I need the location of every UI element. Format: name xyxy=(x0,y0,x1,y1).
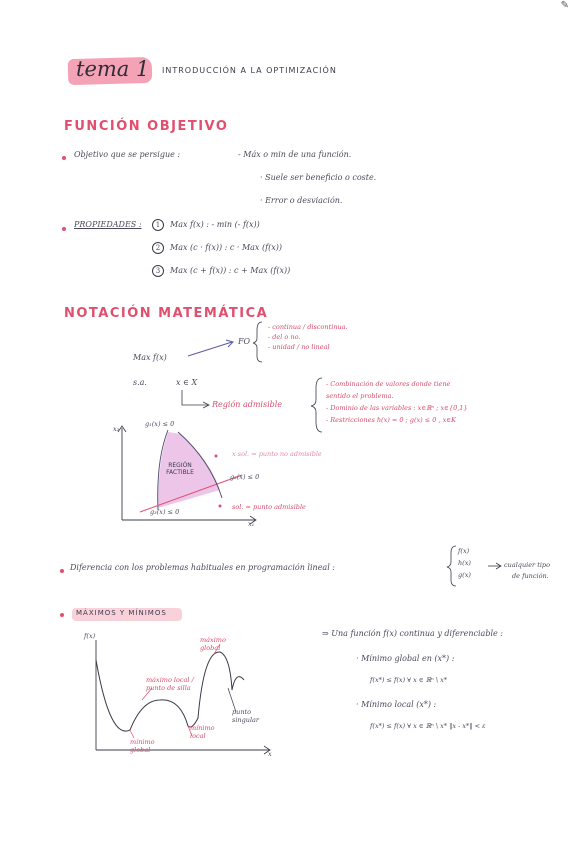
section-notacion: NOTACIÓN MATEMÁTICA xyxy=(64,306,269,321)
page-title: tema 1 xyxy=(76,57,150,81)
region-factible-label: REGIÓN FACTIBLE xyxy=(166,462,194,476)
brace-item: f(x) xyxy=(458,547,470,555)
region-item: - Combinación de valores donde tiene xyxy=(326,380,451,388)
maximos-intro: ⇒ Una función f(x) continua y diferenciable : xyxy=(322,629,503,638)
fo-item: - continua / discontinua. xyxy=(268,323,348,331)
brace-item: g(x) xyxy=(458,571,471,579)
diferencia-arrow-text2: de función. xyxy=(512,572,549,580)
objetivo-label: Objetivo que se persigue : xyxy=(74,150,181,159)
number-badge: 3 xyxy=(152,265,164,277)
sa-label: s.a. xyxy=(133,378,147,387)
propiedad-text: Max (c · f(x)) : c · Max (f(x)) xyxy=(170,243,282,252)
propiedad-text: Max (c + f(x)) : c + Max (f(x)) xyxy=(170,266,291,275)
x-in-x: x ∈ X xyxy=(176,378,198,387)
min-local-eq: f(x*) ≤ f(x) ∀ x ∈ ℝⁿ \ x* ‖x - x*‖ < ε xyxy=(370,722,486,730)
label-min-global: mínimo global xyxy=(130,738,155,754)
constraint-g3: g₃(x) ≤ 0 xyxy=(150,508,180,516)
diferencia-text: Diferencia con los problemas habituales en programación lineal : xyxy=(70,563,335,572)
fo-label: FO xyxy=(238,337,251,346)
min-global-label: · Mínimo global en (x*) : xyxy=(356,654,455,663)
min-local-label: · Mínimo local (x*) : xyxy=(356,700,437,709)
constraint-g1: g₁(x) ≤ 0 xyxy=(145,420,175,428)
number-badge: 2 xyxy=(152,242,164,254)
diferencia-brace-items xyxy=(458,545,471,581)
region-item: - Dominio de las variables : x∈ℝⁿ ; x∈{0,1} xyxy=(326,404,468,412)
axis-x2: x₂ xyxy=(113,425,120,433)
min-global-eq: f(x*) ≤ f(x) ∀ x ∈ ℝⁿ \ x* xyxy=(370,676,448,684)
function-graph xyxy=(80,630,280,760)
objetivo-item: · Suele ser beneficio o coste. xyxy=(260,173,377,182)
diagram-note: x sol. = punto no admisible xyxy=(232,450,322,458)
label-max-global: máximo global xyxy=(200,636,226,652)
section-maximos: MÁXIMOS Y MÍNIMOS xyxy=(76,609,167,617)
label-min-local: mínimo local xyxy=(190,724,215,740)
diferencia-arrow-text: cualquier tipo xyxy=(504,561,550,569)
section-funcion-objetivo: FUNCIÓN OBJETIVO xyxy=(64,119,229,134)
graph-fx: f(x) xyxy=(84,632,96,640)
objetivo-item: - Máx o min de una función. xyxy=(238,150,352,159)
fo-item: - unidad / no lineal xyxy=(268,343,330,351)
max-fx: Max f(x) xyxy=(133,353,167,362)
label-punto: punto singular xyxy=(232,708,260,724)
region-label: Región admisible xyxy=(212,400,283,409)
axis-x1: x₁ xyxy=(248,520,255,528)
propiedades-label: PROPIEDADES : xyxy=(74,220,142,229)
brace-item: h(x) xyxy=(458,559,471,567)
edit-icon[interactable]: ✎ xyxy=(560,0,569,11)
graph-x: x xyxy=(268,750,272,758)
diagram-note: sol. = punto admisible xyxy=(232,503,306,511)
fo-item: - del o no. xyxy=(268,333,301,341)
objetivo-item: · Error o desviación. xyxy=(260,196,343,205)
constraint-g2: g₂(x) ≤ 0 xyxy=(230,473,260,481)
bullet-icon xyxy=(60,613,64,617)
number-badge: 1 xyxy=(152,219,164,231)
region-item: - Restricciones h(x) = 0 ; g(x) ≤ 0 , x∈K xyxy=(326,416,456,424)
page-subtitle: INTRODUCCIÓN A LA OPTIMIZACIÓN xyxy=(162,66,337,75)
label-max-local: máximo local / punto de silla xyxy=(146,676,194,692)
propiedad-text: Max f(x) : - min (- f(x)) xyxy=(170,220,260,229)
region-item: sentido el problema. xyxy=(326,392,394,400)
